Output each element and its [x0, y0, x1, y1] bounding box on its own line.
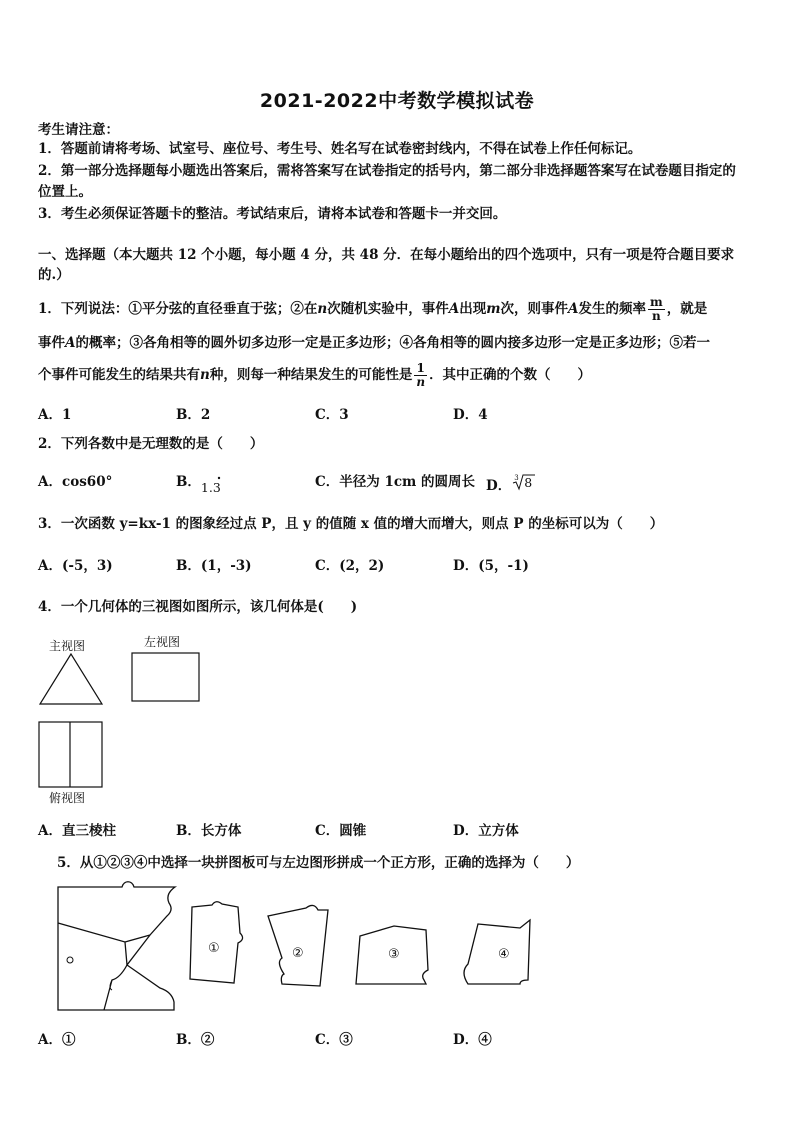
q2-option-d: [486, 472, 537, 496]
fraction-1-over-n: [414, 362, 427, 389]
q1-line-3: [38, 362, 591, 389]
piece-label-1: ①: [208, 941, 220, 956]
q1-line-2: [38, 333, 710, 353]
notice-item-1: 1．答题前请将考场、试室号、座位号、考生号、姓名写在试卷密封线内，不得在试卷上作任何标记。: [38, 141, 642, 157]
q2-option-b-label: B．: [176, 474, 201, 490]
q1-var-a: A: [65, 335, 76, 351]
q3-option-b: B．(1，-3): [176, 558, 252, 574]
root-radicand: 8: [524, 475, 533, 490]
piece-label-4: ④: [498, 947, 510, 962]
notice-item-2-cont: 位置上。: [38, 184, 92, 200]
q3-option-a: A．(-5，3): [38, 558, 113, 574]
q5-stem: 5．从①②③④中选择一块拼图板可与左边图形拼成一个正方形，正确的选择为（ ）: [57, 855, 580, 871]
q4-option-b: B．长方体: [176, 823, 242, 839]
fraction-numerator: m: [650, 295, 663, 309]
puzzle-piece-3: [350, 920, 440, 990]
q1-option-c: C．3: [315, 407, 349, 423]
q1-var-m: m: [486, 301, 501, 317]
q1-var-n: n: [200, 367, 210, 383]
notice-item-3: 3．考生必须保证答题卡的整洁。考试结束后，请将本试卷和答题卡一并交回。: [38, 206, 507, 222]
front-view-label: 主视图: [49, 639, 86, 653]
q3-stem: 3．一次函数 y=kx-1 的图象经过点 P，且 y 的值随 x 值的增大而增大，则点 P 的坐标可以为（ ）: [38, 516, 664, 532]
q1-var-n: n: [317, 301, 328, 317]
piece-label-3: ③: [388, 947, 400, 962]
q1-text: 事件: [38, 335, 65, 351]
fraction-m-over-n: [648, 296, 665, 323]
q1-line-1: [38, 296, 707, 323]
top-view-label: 俯视图: [49, 791, 86, 805]
q1-var-a: A: [568, 301, 579, 317]
q5-option-c: C．③: [315, 1032, 353, 1048]
front-view-triangle: [36, 650, 106, 708]
q3-option-d: D．(5，-1): [453, 558, 529, 574]
fraction-denominator: n: [416, 375, 426, 389]
q1-text: 1．下列说法：①平分弦的直径垂直于弦；②在: [38, 301, 318, 317]
repeating-decimal-value: 1.3: [200, 480, 221, 495]
q1-text: 出现: [459, 301, 487, 317]
q1-var-a: A: [448, 301, 460, 317]
q1-option-d: D．4: [453, 407, 488, 423]
q1-text: 次随机实验中，事件: [327, 301, 449, 317]
section-heading: 一、选择题（本大题共 12 个小题，每小题 4 分，共 48 分．在每小题给出的四个选项中，只有一项是符合题目要求: [38, 247, 735, 263]
incomplete-square-figure: [50, 880, 180, 1015]
q1-text: 次，则事件: [500, 301, 569, 317]
q5-option-d: D．④: [453, 1032, 492, 1048]
fraction-denominator: n: [651, 309, 661, 323]
q1-text: 种，则每一种结果发生的可能性是: [209, 367, 413, 383]
q1-text: 的概率；③各角相等的圆外切多边形一定是正多边形；④各角相等的圆内接多边形一定是正多边形；⑤若一: [75, 335, 710, 351]
repeating-decimal-dot-icon: [205, 475, 225, 481]
puzzle-piece-1: [182, 895, 247, 990]
q2-option-a: A．cos60°: [38, 474, 113, 490]
q5-option-a: A．①: [38, 1032, 76, 1048]
q2-stem: 2．下列各数中是无理数的是（ ）: [38, 436, 264, 452]
notice-item-2: 2．第一部分选择题每小题选出答案后，需将答案写在试卷指定的括号内，第二部分非选择题答案写在试卷题目指定的: [38, 163, 736, 179]
top-view-rectangle: [37, 720, 107, 790]
puzzle-piece-4: [458, 912, 540, 992]
q4-option-c: C．圆锥: [315, 823, 367, 839]
puzzle-piece-2: [262, 900, 334, 990]
page-title: 2021-2022中考数学模拟试卷: [259, 90, 535, 112]
q2-option-d-label: D．: [486, 478, 512, 494]
piece-label-2: ②: [292, 946, 304, 961]
q2-option-c: C．半径为 1cm 的圆周长: [315, 474, 476, 490]
cube-root-expression: [511, 472, 537, 490]
q1-text: ．其中正确的个数（ ）: [429, 367, 592, 383]
q1-option-a: A．1: [38, 407, 72, 423]
q4-option-d: D．立方体: [453, 823, 519, 839]
fraction-numerator: 1: [414, 362, 427, 376]
left-view-rectangle: [130, 650, 202, 704]
q5-option-b: B．②: [176, 1032, 215, 1048]
q1-option-b: B．2: [176, 407, 211, 423]
q4-stem: 4．一个几何体的三视图如图所示，该几何体是( ): [38, 599, 358, 615]
notice-heading: 考生请注意：: [38, 122, 119, 138]
q3-option-c: C．(2，2): [315, 558, 385, 574]
root-index: 3: [514, 474, 519, 482]
q1-text: 个事件可能发生的结果共有: [38, 367, 200, 383]
q1-text: 发生的频率: [578, 301, 646, 317]
q4-option-a: A．直三棱柱: [38, 823, 116, 839]
left-view-label: 左视图: [144, 635, 181, 649]
q1-text: ，就是: [666, 301, 708, 317]
section-heading-cont: 的.）: [38, 267, 70, 283]
